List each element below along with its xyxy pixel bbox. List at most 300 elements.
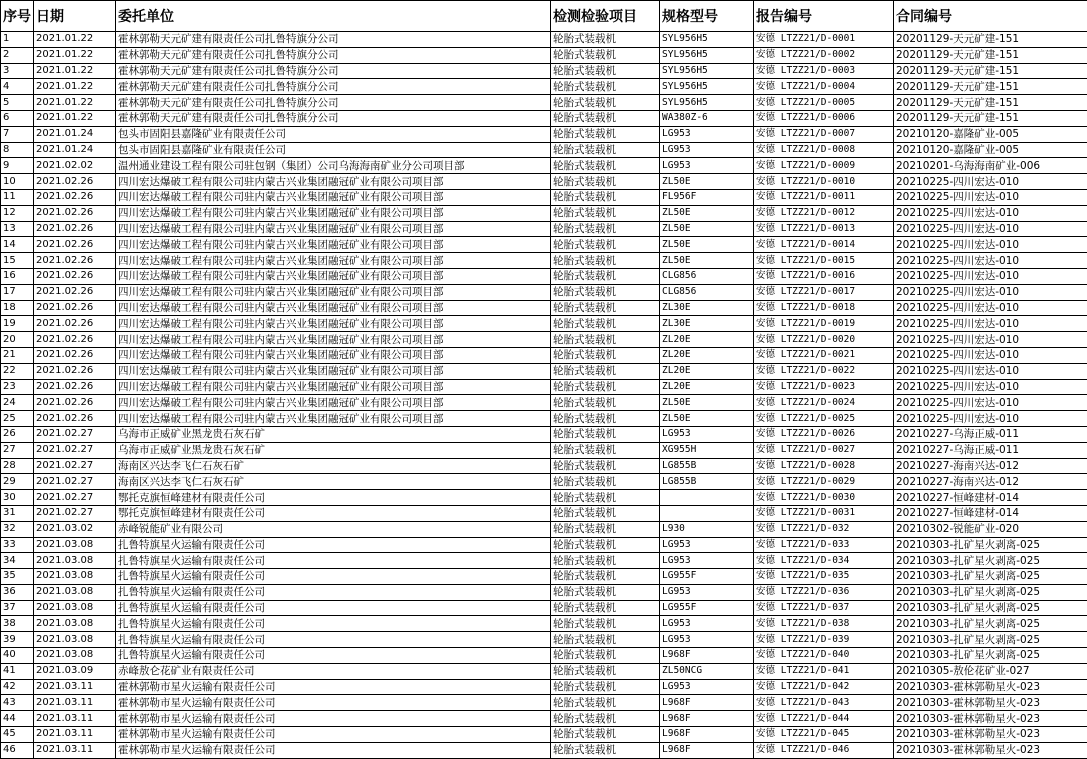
- cell-item: 轮胎式装载机: [551, 47, 660, 63]
- table-row: [1, 569, 1087, 585]
- cell-contract-no: 20201129-天元矿建-151: [894, 32, 1087, 48]
- cell-index: 45: [1, 727, 34, 743]
- cell-contract-no: 20210227-乌海正威-011: [894, 442, 1087, 458]
- cell-date: 2021.01.22: [34, 32, 116, 48]
- cell-model: LG953: [660, 584, 754, 600]
- cell-item: 轮胎式装载机: [551, 679, 660, 695]
- cell-model: L968F: [660, 711, 754, 727]
- cell-model: SYL956H5: [660, 79, 754, 95]
- cell-client: 鄂托克旗恒峰建材有限责任公司: [116, 490, 551, 506]
- cell-model: ZL50E: [660, 221, 754, 237]
- cell-model: LG955F: [660, 600, 754, 616]
- cell-contract-no: 20210225-四川宏达-010: [894, 316, 1087, 332]
- table-row: [1, 189, 1087, 205]
- table-row: [1, 663, 1087, 679]
- cell-date: 2021.01.24: [34, 142, 116, 158]
- cell-date: 2021.02.27: [34, 474, 116, 490]
- cell-date: 2021.02.26: [34, 174, 116, 190]
- cell-client: 四川宏达爆破工程有限公司驻内蒙古兴业集团融冠矿业有限公司项目部: [116, 284, 551, 300]
- cell-model: ZL50NCG: [660, 663, 754, 679]
- cell-contract-no: 20210303-扎矿星火剥离-025: [894, 632, 1087, 648]
- cell-client: 赤峰锐能矿业有限公司: [116, 521, 551, 537]
- cell-model: LG953: [660, 142, 754, 158]
- cell-contract-no: 20210303-扎矿星火剥离-025: [894, 569, 1087, 585]
- cell-index: 30: [1, 490, 34, 506]
- cell-report-no: 安德 LTZZ21/D-033: [754, 537, 894, 553]
- cell-model: LG953: [660, 537, 754, 553]
- table-row: [1, 253, 1087, 269]
- header-index: 序号: [1, 1, 34, 32]
- cell-client: 包头市固阳县嘉隆矿业有限责任公司: [116, 126, 551, 142]
- cell-date: 2021.03.08: [34, 553, 116, 569]
- cell-date: 2021.01.22: [34, 47, 116, 63]
- table-row: [1, 347, 1087, 363]
- header-item: 检测检验项目: [551, 1, 660, 32]
- cell-model: LG953: [660, 616, 754, 632]
- cell-contract-no: 20210225-四川宏达-010: [894, 205, 1087, 221]
- cell-model: ZL50E: [660, 253, 754, 269]
- cell-report-no: 安德 LTZZ21/D-032: [754, 521, 894, 537]
- cell-client: 四川宏达爆破工程有限公司驻内蒙古兴业集团融冠矿业有限公司项目部: [116, 363, 551, 379]
- cell-report-no: 安德 LTZZ21/D-0003: [754, 63, 894, 79]
- cell-index: 2: [1, 47, 34, 63]
- cell-report-no: 安德 LTZZ21/D-034: [754, 553, 894, 569]
- cell-report-no: 安德 LTZZ21/D-0022: [754, 363, 894, 379]
- cell-contract-no: 20210225-四川宏达-010: [894, 189, 1087, 205]
- cell-date: 2021.02.26: [34, 363, 116, 379]
- cell-report-no: 安德 LTZZ21/D-0029: [754, 474, 894, 490]
- cell-item: 轮胎式装载机: [551, 695, 660, 711]
- cell-client: 乌海市正威矿业黑龙贵石灰石矿: [116, 426, 551, 442]
- table-row: [1, 95, 1087, 111]
- cell-date: 2021.02.26: [34, 379, 116, 395]
- cell-contract-no: 20210225-四川宏达-010: [894, 300, 1087, 316]
- cell-contract-no: 20210303-扎矿星火剥离-025: [894, 537, 1087, 553]
- cell-index: 28: [1, 458, 34, 474]
- cell-report-no: 安德 LTZZ21/D-0031: [754, 505, 894, 521]
- cell-date: 2021.02.26: [34, 221, 116, 237]
- cell-report-no: 安德 LTZZ21/D-0016: [754, 268, 894, 284]
- cell-date: 2021.03.08: [34, 537, 116, 553]
- cell-report-no: 安德 LTZZ21/D-0014: [754, 237, 894, 253]
- cell-contract-no: 20210225-四川宏达-010: [894, 332, 1087, 348]
- cell-item: 轮胎式装载机: [551, 648, 660, 664]
- cell-model: ZL30E: [660, 300, 754, 316]
- cell-report-no: 安德 LTZZ21/D-0027: [754, 442, 894, 458]
- cell-client: 四川宏达爆破工程有限公司驻内蒙古兴业集团融冠矿业有限公司项目部: [116, 347, 551, 363]
- cell-item: 轮胎式装载机: [551, 126, 660, 142]
- cell-model: SYL956H5: [660, 47, 754, 63]
- cell-date: 2021.03.11: [34, 711, 116, 727]
- cell-client: 扎鲁特旗星火运输有限责任公司: [116, 632, 551, 648]
- cell-client: 四川宏达爆破工程有限公司驻内蒙古兴业集团融冠矿业有限公司项目部: [116, 237, 551, 253]
- table-row: [1, 474, 1087, 490]
- table-row: [1, 616, 1087, 632]
- cell-model: L968F: [660, 648, 754, 664]
- cell-date: 2021.01.22: [34, 95, 116, 111]
- cell-report-no: 安德 LTZZ21/D-0009: [754, 158, 894, 174]
- cell-contract-no: 20210225-四川宏达-010: [894, 379, 1087, 395]
- table-row: [1, 142, 1087, 158]
- cell-index: 18: [1, 300, 34, 316]
- cell-client: 霍林郭勒天元矿建有限责任公司扎鲁特旗分公司: [116, 32, 551, 48]
- cell-index: 15: [1, 253, 34, 269]
- cell-contract-no: 20210227-海南兴达-012: [894, 474, 1087, 490]
- cell-model: XG955H: [660, 442, 754, 458]
- cell-item: 轮胎式装载机: [551, 300, 660, 316]
- cell-index: 36: [1, 584, 34, 600]
- cell-item: 轮胎式装载机: [551, 237, 660, 253]
- table-row: [1, 679, 1087, 695]
- header-row: [1, 1, 1087, 32]
- cell-contract-no: 20210303-霍林郭勒星火-023: [894, 727, 1087, 743]
- table-row: [1, 79, 1087, 95]
- cell-date: 2021.01.22: [34, 110, 116, 126]
- cell-model: SYL956H5: [660, 95, 754, 111]
- cell-index: 43: [1, 695, 34, 711]
- cell-contract-no: 20210227-恒峰建材-014: [894, 505, 1087, 521]
- cell-item: 轮胎式装载机: [551, 411, 660, 427]
- cell-item: 轮胎式装载机: [551, 600, 660, 616]
- cell-client: 霍林郭勒市星火运输有限责任公司: [116, 679, 551, 695]
- cell-item: 轮胎式装载机: [551, 379, 660, 395]
- table-row: [1, 268, 1087, 284]
- cell-date: 2021.02.26: [34, 237, 116, 253]
- cell-index: 37: [1, 600, 34, 616]
- table-row: [1, 158, 1087, 174]
- table-row: [1, 32, 1087, 48]
- cell-contract-no: 20201129-天元矿建-151: [894, 63, 1087, 79]
- cell-item: 轮胎式装载机: [551, 284, 660, 300]
- cell-contract-no: 20210303-霍林郭勒星火-023: [894, 711, 1087, 727]
- cell-contract-no: 20210305-敖伦花矿业-027: [894, 663, 1087, 679]
- cell-report-no: 安德 LTZZ21/D-0020: [754, 332, 894, 348]
- table-row: [1, 553, 1087, 569]
- table-row: [1, 284, 1087, 300]
- cell-contract-no: 20201129-天元矿建-151: [894, 79, 1087, 95]
- cell-report-no: 安德 LTZZ21/D-0006: [754, 110, 894, 126]
- cell-index: 31: [1, 505, 34, 521]
- cell-index: 19: [1, 316, 34, 332]
- cell-date: 2021.02.26: [34, 316, 116, 332]
- cell-date: 2021.02.26: [34, 411, 116, 427]
- cell-date: 2021.02.26: [34, 300, 116, 316]
- cell-date: 2021.03.11: [34, 679, 116, 695]
- cell-client: 四川宏达爆破工程有限公司驻内蒙古兴业集团融冠矿业有限公司项目部: [116, 268, 551, 284]
- cell-item: 轮胎式装载机: [551, 537, 660, 553]
- cell-index: 10: [1, 174, 34, 190]
- cell-client: 扎鲁特旗星火运输有限责任公司: [116, 537, 551, 553]
- table-row: [1, 237, 1087, 253]
- cell-index: 44: [1, 711, 34, 727]
- cell-client: 海南区兴达李飞仁石灰石矿: [116, 458, 551, 474]
- cell-report-no: 安德 LTZZ21/D-0028: [754, 458, 894, 474]
- cell-model: FL956F: [660, 189, 754, 205]
- cell-item: 轮胎式装载机: [551, 110, 660, 126]
- table-row: [1, 379, 1087, 395]
- cell-client: 四川宏达爆破工程有限公司驻内蒙古兴业集团融冠矿业有限公司项目部: [116, 332, 551, 348]
- cell-model: ZL30E: [660, 316, 754, 332]
- cell-client: 海南区兴达李飞仁石灰石矿: [116, 474, 551, 490]
- cell-report-no: 安德 LTZZ21/D-035: [754, 569, 894, 585]
- cell-contract-no: 20210303-霍林郭勒星火-023: [894, 742, 1087, 758]
- cell-index: 23: [1, 379, 34, 395]
- cell-item: 轮胎式装载机: [551, 711, 660, 727]
- cell-model: ZL20E: [660, 347, 754, 363]
- table-row: [1, 411, 1087, 427]
- table-row: [1, 648, 1087, 664]
- cell-index: 21: [1, 347, 34, 363]
- table-row: [1, 316, 1087, 332]
- table-row: [1, 632, 1087, 648]
- cell-model: LG855B: [660, 474, 754, 490]
- cell-report-no: 安德 LTZZ21/D-037: [754, 600, 894, 616]
- cell-date: 2021.03.11: [34, 727, 116, 743]
- cell-client: 赤峰敖仑花矿业有限责任公司: [116, 663, 551, 679]
- cell-index: 7: [1, 126, 34, 142]
- cell-date: 2021.03.08: [34, 584, 116, 600]
- table-row: [1, 395, 1087, 411]
- cell-item: 轮胎式装载机: [551, 505, 660, 521]
- cell-report-no: 安德 LTZZ21/D-043: [754, 695, 894, 711]
- cell-item: 轮胎式装载机: [551, 742, 660, 758]
- table-row: [1, 727, 1087, 743]
- header-report-no: 报告编号: [754, 1, 894, 32]
- cell-contract-no: 20210302-锐能矿业-020: [894, 521, 1087, 537]
- cell-index: 4: [1, 79, 34, 95]
- header-client: 委托单位: [116, 1, 551, 32]
- cell-item: 轮胎式装载机: [551, 584, 660, 600]
- cell-date: 2021.03.08: [34, 616, 116, 632]
- cell-contract-no: 20210303-扎矿星火剥离-025: [894, 584, 1087, 600]
- cell-date: 2021.02.27: [34, 426, 116, 442]
- cell-report-no: 安德 LTZZ21/D-0018: [754, 300, 894, 316]
- cell-report-no: 安德 LTZZ21/D-0013: [754, 221, 894, 237]
- table-row: [1, 600, 1087, 616]
- cell-date: 2021.02.26: [34, 347, 116, 363]
- cell-model: LG953: [660, 158, 754, 174]
- cell-item: 轮胎式装载机: [551, 553, 660, 569]
- cell-index: 26: [1, 426, 34, 442]
- cell-index: 13: [1, 221, 34, 237]
- cell-model: ZL50E: [660, 395, 754, 411]
- cell-model: [660, 505, 754, 521]
- cell-index: 6: [1, 110, 34, 126]
- cell-contract-no: 20210225-四川宏达-010: [894, 284, 1087, 300]
- cell-item: 轮胎式装载机: [551, 458, 660, 474]
- cell-date: 2021.03.08: [34, 632, 116, 648]
- cell-model: L968F: [660, 727, 754, 743]
- cell-report-no: 安德 LTZZ21/D-0025: [754, 411, 894, 427]
- cell-item: 轮胎式装载机: [551, 426, 660, 442]
- table-row: [1, 695, 1087, 711]
- cell-client: 四川宏达爆破工程有限公司驻内蒙古兴业集团融冠矿业有限公司项目部: [116, 221, 551, 237]
- cell-item: 轮胎式装载机: [551, 632, 660, 648]
- cell-date: 2021.01.24: [34, 126, 116, 142]
- cell-contract-no: 20210225-四川宏达-010: [894, 347, 1087, 363]
- cell-report-no: 安德 LTZZ21/D-0004: [754, 79, 894, 95]
- cell-report-no: 安德 LTZZ21/D-041: [754, 663, 894, 679]
- cell-client: 四川宏达爆破工程有限公司驻内蒙古兴业集团融冠矿业有限公司项目部: [116, 253, 551, 269]
- cell-report-no: 安德 LTZZ21/D-040: [754, 648, 894, 664]
- cell-model: ZL50E: [660, 237, 754, 253]
- cell-client: 扎鲁特旗星火运输有限责任公司: [116, 648, 551, 664]
- table-row: [1, 442, 1087, 458]
- header-model: 规格型号: [660, 1, 754, 32]
- cell-item: 轮胎式装载机: [551, 142, 660, 158]
- cell-date: 2021.01.22: [34, 79, 116, 95]
- cell-date: 2021.03.08: [34, 648, 116, 664]
- cell-contract-no: 20210227-乌海正威-011: [894, 426, 1087, 442]
- table-row: [1, 742, 1087, 758]
- cell-item: 轮胎式装载机: [551, 332, 660, 348]
- cell-date: 2021.03.09: [34, 663, 116, 679]
- cell-item: 轮胎式装载机: [551, 316, 660, 332]
- cell-contract-no: 20210225-四川宏达-010: [894, 268, 1087, 284]
- cell-model: ZL20E: [660, 332, 754, 348]
- cell-date: 2021.03.11: [34, 742, 116, 758]
- cell-report-no: 安德 LTZZ21/D-0012: [754, 205, 894, 221]
- cell-model: SYL956H5: [660, 63, 754, 79]
- cell-report-no: 安德 LTZZ21/D-042: [754, 679, 894, 695]
- cell-client: 四川宏达爆破工程有限公司驻内蒙古兴业集团融冠矿业有限公司项目部: [116, 300, 551, 316]
- cell-model: WA380Z-6: [660, 110, 754, 126]
- cell-client: 扎鲁特旗星火运输有限责任公司: [116, 600, 551, 616]
- cell-contract-no: 20210303-扎矿星火剥离-025: [894, 553, 1087, 569]
- cell-index: 32: [1, 521, 34, 537]
- cell-client: 四川宏达爆破工程有限公司驻内蒙古兴业集团融冠矿业有限公司项目部: [116, 379, 551, 395]
- cell-client: 温州通业建设工程有限公司驻包钢（集团）公司乌海海南矿业分公司项目部: [116, 158, 551, 174]
- cell-index: 34: [1, 553, 34, 569]
- table-body: [1, 32, 1087, 759]
- cell-contract-no: 20210303-霍林郭勒星火-023: [894, 695, 1087, 711]
- cell-date: 2021.03.11: [34, 695, 116, 711]
- cell-client: 扎鲁特旗星火运输有限责任公司: [116, 616, 551, 632]
- cell-item: 轮胎式装载机: [551, 221, 660, 237]
- cell-report-no: 安德 LTZZ21/D-0005: [754, 95, 894, 111]
- cell-date: 2021.02.26: [34, 395, 116, 411]
- cell-client: 霍林郭勒天元矿建有限责任公司扎鲁特旗分公司: [116, 79, 551, 95]
- cell-item: 轮胎式装载机: [551, 253, 660, 269]
- cell-contract-no: 20210225-四川宏达-010: [894, 411, 1087, 427]
- cell-report-no: 安德 LTZZ21/D-0026: [754, 426, 894, 442]
- cell-item: 轮胎式装载机: [551, 569, 660, 585]
- cell-model: ZL20E: [660, 379, 754, 395]
- cell-date: 2021.02.26: [34, 205, 116, 221]
- cell-item: 轮胎式装载机: [551, 79, 660, 95]
- cell-report-no: 安德 LTZZ21/D-0023: [754, 379, 894, 395]
- table-row: [1, 505, 1087, 521]
- cell-index: 38: [1, 616, 34, 632]
- cell-index: 1: [1, 32, 34, 48]
- header-contract-no: 合同编号: [894, 1, 1087, 32]
- cell-index: 46: [1, 742, 34, 758]
- table-row: [1, 490, 1087, 506]
- cell-index: 39: [1, 632, 34, 648]
- table-row: [1, 221, 1087, 237]
- cell-index: 8: [1, 142, 34, 158]
- cell-client: 四川宏达爆破工程有限公司驻内蒙古兴业集团融冠矿业有限公司项目部: [116, 174, 551, 190]
- cell-index: 40: [1, 648, 34, 664]
- cell-index: 33: [1, 537, 34, 553]
- cell-client: 霍林郭勒市星火运输有限责任公司: [116, 695, 551, 711]
- cell-client: 霍林郭勒天元矿建有限责任公司扎鲁特旗分公司: [116, 63, 551, 79]
- cell-report-no: 安德 LTZZ21/D-0011: [754, 189, 894, 205]
- cell-item: 轮胎式装载机: [551, 268, 660, 284]
- cell-contract-no: 20210225-四川宏达-010: [894, 363, 1087, 379]
- cell-item: 轮胎式装载机: [551, 490, 660, 506]
- table-row: [1, 63, 1087, 79]
- cell-report-no: 安德 LTZZ21/D-039: [754, 632, 894, 648]
- cell-index: 3: [1, 63, 34, 79]
- cell-date: 2021.02.02: [34, 158, 116, 174]
- cell-item: 轮胎式装载机: [551, 205, 660, 221]
- cell-item: 轮胎式装载机: [551, 32, 660, 48]
- cell-contract-no: 20210120-嘉隆矿业-005: [894, 142, 1087, 158]
- cell-model: LG953: [660, 126, 754, 142]
- cell-index: 17: [1, 284, 34, 300]
- header-date: 日期: [34, 1, 116, 32]
- table-row: [1, 205, 1087, 221]
- cell-item: 轮胎式装载机: [551, 95, 660, 111]
- cell-contract-no: 20210303-扎矿星火剥离-025: [894, 648, 1087, 664]
- table-row: [1, 458, 1087, 474]
- cell-client: 扎鲁特旗星火运输有限责任公司: [116, 584, 551, 600]
- cell-client: 霍林郭勒天元矿建有限责任公司扎鲁特旗分公司: [116, 110, 551, 126]
- cell-report-no: 安德 LTZZ21/D-0030: [754, 490, 894, 506]
- cell-client: 扎鲁特旗星火运输有限责任公司: [116, 569, 551, 585]
- cell-index: 27: [1, 442, 34, 458]
- cell-item: 轮胎式装载机: [551, 395, 660, 411]
- cell-contract-no: 20210303-霍林郭勒星火-023: [894, 679, 1087, 695]
- cell-date: 2021.03.08: [34, 569, 116, 585]
- cell-client: 霍林郭勒天元矿建有限责任公司扎鲁特旗分公司: [116, 47, 551, 63]
- table-row: [1, 47, 1087, 63]
- cell-model: LG953: [660, 426, 754, 442]
- cell-report-no: 安德 LTZZ21/D-0017: [754, 284, 894, 300]
- cell-contract-no: 20201129-天元矿建-151: [894, 110, 1087, 126]
- cell-model: LG953: [660, 679, 754, 695]
- table-row: [1, 711, 1087, 727]
- cell-contract-no: 20210225-四川宏达-010: [894, 237, 1087, 253]
- cell-contract-no: 20210201-乌海海南矿业-006: [894, 158, 1087, 174]
- cell-index: 42: [1, 679, 34, 695]
- cell-client: 霍林郭勒天元矿建有限责任公司扎鲁特旗分公司: [116, 95, 551, 111]
- cell-contract-no: 20201129-天元矿建-151: [894, 47, 1087, 63]
- cell-date: 2021.01.22: [34, 63, 116, 79]
- cell-date: 2021.02.27: [34, 505, 116, 521]
- cell-item: 轮胎式装载机: [551, 158, 660, 174]
- cell-report-no: 安德 LTZZ21/D-044: [754, 711, 894, 727]
- cell-model: L968F: [660, 742, 754, 758]
- cell-model: CLG856: [660, 284, 754, 300]
- cell-index: 12: [1, 205, 34, 221]
- cell-index: 24: [1, 395, 34, 411]
- cell-model: ZL50E: [660, 205, 754, 221]
- cell-index: 11: [1, 189, 34, 205]
- cell-report-no: 安德 LTZZ21/D-045: [754, 727, 894, 743]
- cell-index: 22: [1, 363, 34, 379]
- cell-client: 四川宏达爆破工程有限公司驻内蒙古兴业集团融冠矿业有限公司项目部: [116, 189, 551, 205]
- cell-client: 鄂托克旗恒峰建材有限责任公司: [116, 505, 551, 521]
- cell-report-no: 安德 LTZZ21/D-0008: [754, 142, 894, 158]
- table-row: [1, 363, 1087, 379]
- cell-report-no: 安德 LTZZ21/D-038: [754, 616, 894, 632]
- cell-contract-no: 20210225-四川宏达-010: [894, 253, 1087, 269]
- cell-model: SYL956H5: [660, 32, 754, 48]
- cell-contract-no: 20210225-四川宏达-010: [894, 395, 1087, 411]
- cell-item: 轮胎式装载机: [551, 174, 660, 190]
